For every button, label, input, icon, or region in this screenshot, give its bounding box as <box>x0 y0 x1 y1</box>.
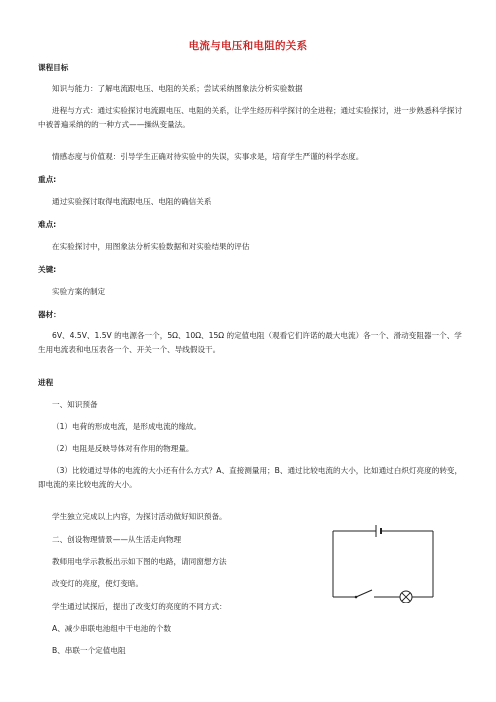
circuit-diagram <box>328 523 438 603</box>
method-b: B、串联一个定值电阻 <box>52 646 126 655</box>
key-text: 实验方案的制定 <box>52 287 106 296</box>
difficulties-text: 在实验探讨中，用图象法分析实验数据和对实验结果的评估 <box>52 242 250 251</box>
method-a: A、减少串联电池组中干电池的个数 <box>52 624 172 633</box>
section-difficulties: 难点: <box>38 220 57 229</box>
teacher-demo-line-1: 教师用电学示教板出示如下图的电路，请同窗想方法 <box>52 557 227 566</box>
section-key: 关键: <box>38 265 57 274</box>
prep-item-1: （1）电荷的形成电流，是形成电流的缘故。 <box>52 422 202 431</box>
section-process: 进程 <box>38 378 54 387</box>
section-equipment: 器材： <box>38 310 61 319</box>
student-methods-intro: 学生通过试探后，提出了改变灯的亮度的不同方式： <box>52 602 227 611</box>
switch-lever <box>356 590 372 597</box>
goal-knowledge: 知识与能力：了解电流跟电压、电阻的关系；尝试采纳图象法分析实验数据 <box>52 84 303 93</box>
prep-item-2: （2）电阻是反映导体对有作用的物理量。 <box>52 444 194 453</box>
prep-summary: 学生独立完成以上内容，为探讨活动做好知识预备。 <box>52 512 227 521</box>
section-key-points: 重点: <box>38 175 57 184</box>
goal-attitude: 情感态度与价值观：引导学生正确对待实验中的失误，实事求是，培育学生严谨的科学态度。 <box>52 152 364 161</box>
part-one-heading: 一、知识预备 <box>52 400 98 409</box>
goal-process: 进程与方式：通过实验探讨电流跟电压、电阻的关系，让学生经历科学探讨的全进程；通过实验探讨，进一步熟悉科学探讨中被普遍采纳的的一种方式——操纵变量法。 <box>38 106 463 129</box>
key-points-text: 通过实验探讨取得电流跟电压、电阻的确信关系 <box>52 197 212 206</box>
part-two-heading: 二、创设物理情景——从生活走向物理 <box>52 535 182 544</box>
teacher-demo-line-2: 改变灯的亮度，使灯变暗。 <box>52 579 144 588</box>
equipment-text: 6V、4.5V、1.5V 的电源各一个，5Ω、10Ω、15Ω 的定值电阻（观看它们许诺的最大电流）各一个、滑动变阻器一个、学生用电流表和电压表各一个、开关一个、导线假设干。 <box>38 331 462 354</box>
prep-item-3: （3）比较通过导体的电流的大小还有什么方式？A、直接测量用；B、通过比较电流的大小，比如通过白炽灯亮度的转变，即电流的来比较电流的大小。 <box>38 466 463 489</box>
section-course-goals: 课程目标 <box>38 63 69 72</box>
document-title: 电流与电压和电阻的关系 <box>188 40 308 52</box>
